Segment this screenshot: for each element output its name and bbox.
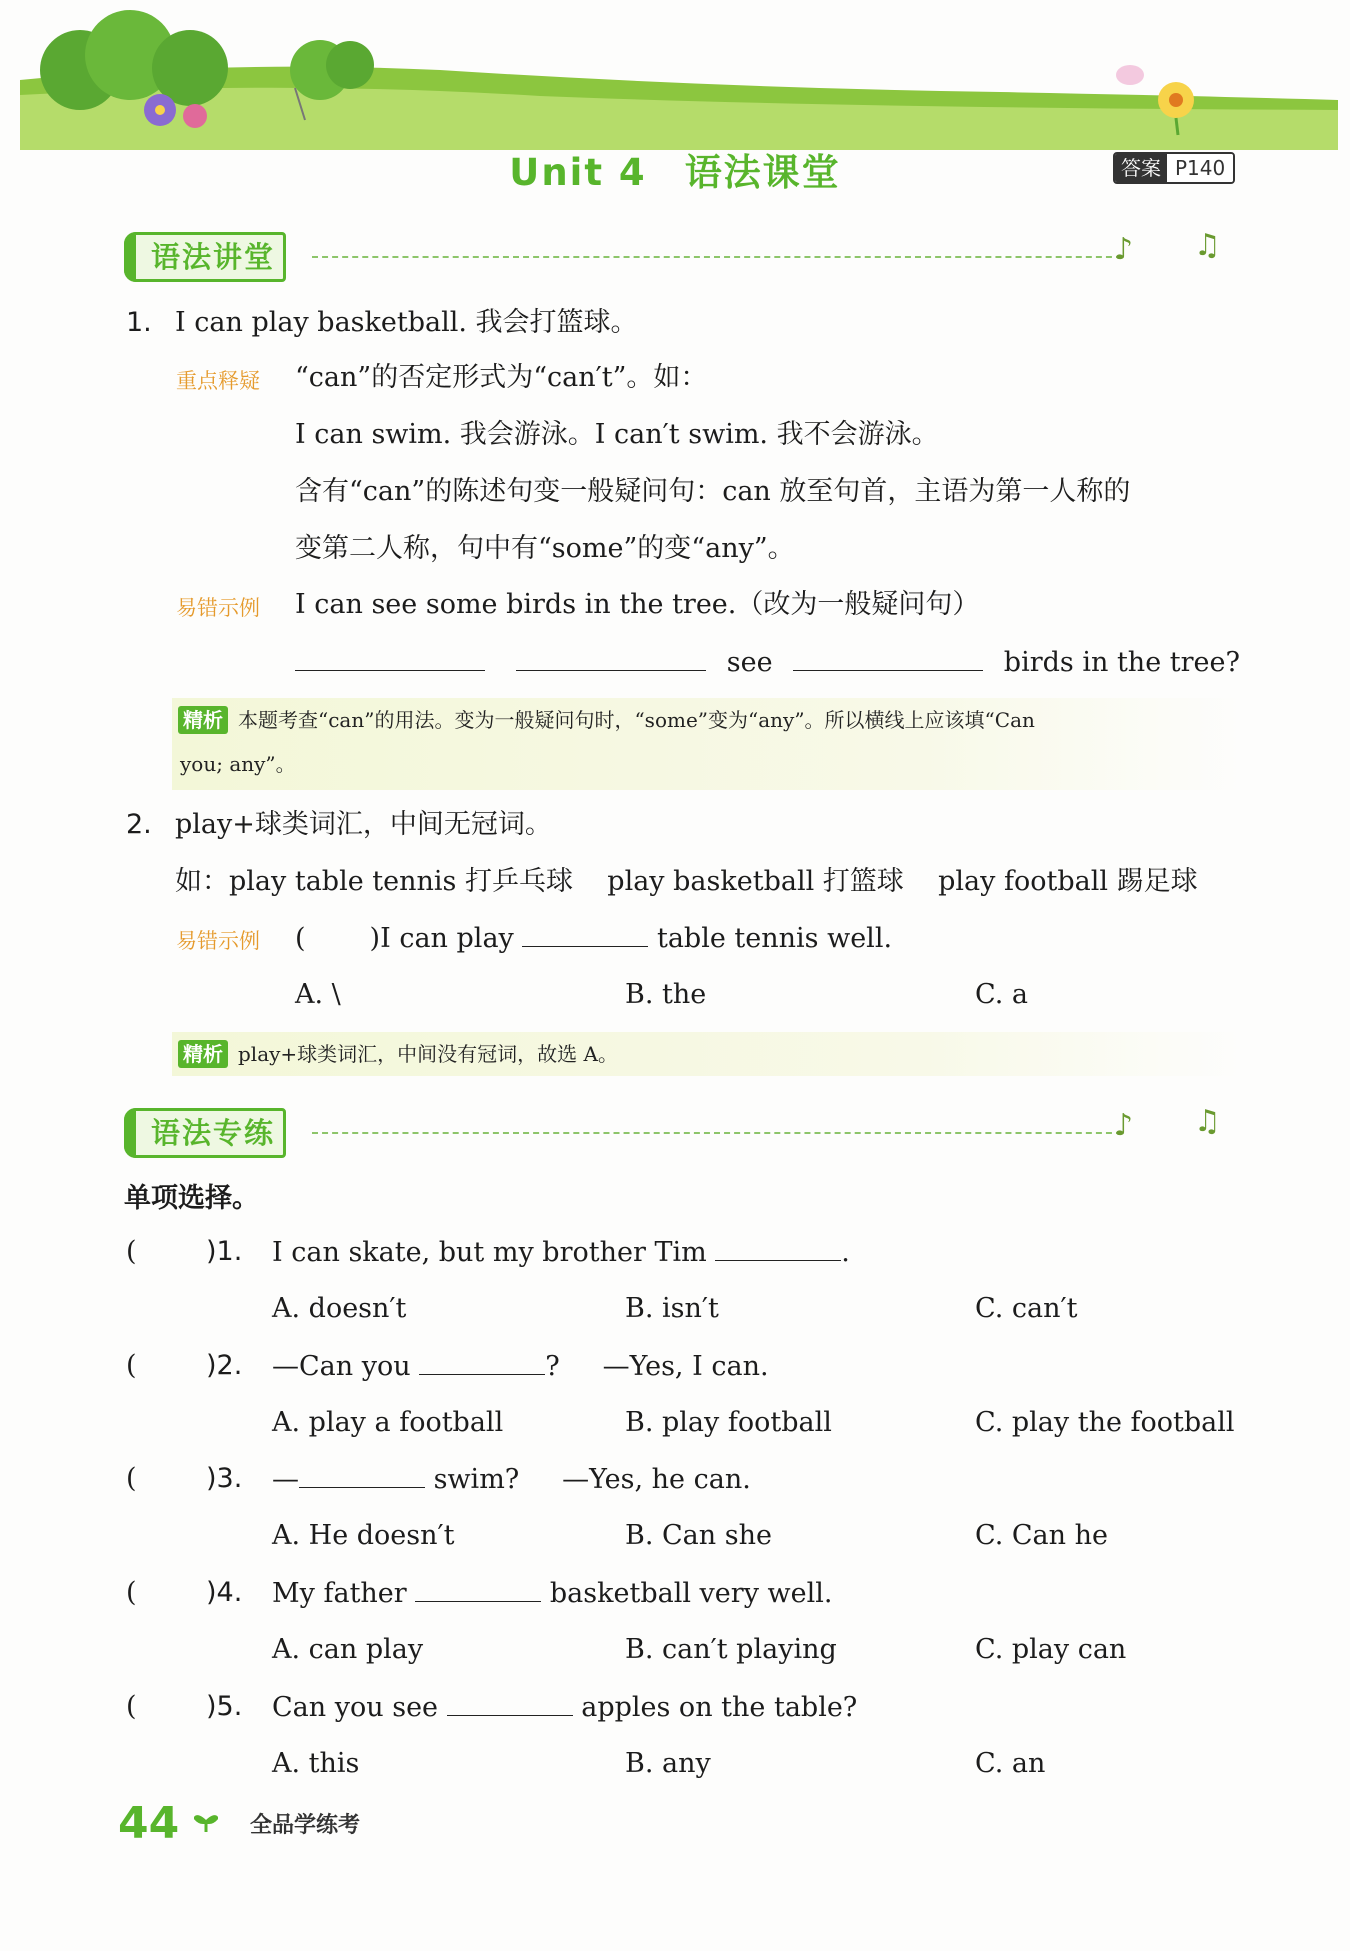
option-c: C. play can [975,1634,1127,1665]
music-notes-icon: ♫ [1194,1104,1221,1139]
error-example-question: I can see some birds in the tree.（改为一般疑问句） [295,589,980,620]
question-number: )2. [206,1350,243,1381]
analysis-label: 精析 [178,706,228,734]
error-example-question: ( )I can play table tennis well. [295,920,892,957]
option-b: B. isn′t [625,1293,719,1324]
option-c: C. can′t [975,1293,1078,1324]
option-a: A. this [272,1748,360,1779]
analysis-text: you; any”。 [180,752,296,776]
answer-paren[interactable]: ( [126,1691,137,1722]
answer-badge [1113,152,1235,184]
section-header-lecture [124,228,1244,284]
answer-blank[interactable] [415,1575,541,1602]
option-b: B. can′t playing [625,1634,837,1665]
section-tab: 语法专练 [124,1108,286,1158]
answer-paren[interactable]: ( [126,1236,137,1267]
option-a: A. \ [295,979,341,1010]
key-point-line: I can swim. 我会游泳。I can′t swim. 我不会游泳。 [295,419,939,450]
question-stem: My father basketball very well. [272,1575,832,1612]
answer-blank[interactable] [793,644,983,671]
analysis-label: 精析 [178,1040,228,1068]
exercise-heading: 单项选择。 [124,1183,259,1214]
answer-paren[interactable]: ( [126,1463,137,1494]
question-number: )1. [206,1236,243,1267]
error-example-label: 易错示例 [176,596,260,620]
option-c: C. Can he [975,1520,1108,1551]
brand-name: 全品学练考 [250,1813,361,1838]
item-sentence: I can play basketball. 我会打篮球。 [175,307,638,338]
error-example-label: 易错示例 [176,929,260,953]
question-stem: — swim? —Yes, he can. [272,1461,751,1498]
analysis-box [172,698,1244,790]
item-number: 1. [126,307,152,338]
section-header-practice [124,1104,1244,1160]
title-text: 语法课堂 [684,151,841,194]
option-b: B. Can she [625,1520,772,1551]
dashed-divider [312,1132,1122,1134]
option-a: A. doesn′t [272,1293,407,1324]
unit-label: Unit 4 [509,151,647,194]
question-stem: —Can you ? —Yes, I can. [272,1348,769,1385]
answer-blank[interactable] [447,1689,573,1716]
question-number: )4. [206,1577,243,1608]
sprout-icon [194,1812,218,1834]
key-point-label: 重点释疑 [176,369,260,393]
answer-blank[interactable] [419,1348,545,1375]
music-notes-icon: ♫ [1194,228,1221,263]
option-b: B. any [625,1748,711,1779]
item-sentence: play+球类词汇，中间无冠词。 [175,809,552,840]
page-number: 44 [118,1798,180,1849]
answer-paren[interactable]: ( [126,1350,137,1381]
option-c: C. a [975,979,1028,1010]
analysis-text: play+球类词汇，中间没有冠词，故选 A。 [238,1042,618,1066]
question-stem: Can you see apples on the table? [272,1689,857,1726]
meadow-banner [20,0,1338,150]
option-a: A. He doesn′t [272,1520,455,1551]
analysis-text: 本题考查“can”的用法。变为一般疑问句时，“some”变为“any”。所以横线上应该填“Can [238,708,1035,732]
option-a: A. can play [272,1634,424,1665]
question-number: )5. [206,1691,243,1722]
music-note-icon: ♪ [1114,1108,1134,1143]
answer-blank[interactable] [522,920,648,947]
option-a: A. play a football [272,1407,504,1438]
option-c: C. play the football [975,1407,1235,1438]
item-examples: 如：play table tennis 打乒乓球 play basketball 打篮球 play football 踢足球 [175,866,1198,897]
option-b: B. the [625,979,707,1010]
question-stem: I can skate, but my brother Tim . [272,1234,850,1271]
answer-blank[interactable] [516,644,706,671]
section-tab: 语法讲堂 [124,232,286,282]
key-point-line: 含有“can”的陈述句变一般疑问句：can 放至句首，主语为第一人称的 [295,476,1131,507]
answer-page: P140 [1167,154,1233,182]
answer-blank[interactable] [299,1461,425,1488]
answer-blank[interactable] [295,644,485,671]
item-number: 2. [126,809,152,840]
music-note-icon: ♪ [1114,232,1134,267]
option-c: C. an [975,1748,1046,1779]
key-point-line: “can”的否定形式为“can′t”。如： [295,362,708,393]
analysis-box [172,1032,1244,1076]
dashed-divider [312,256,1122,258]
answer-label: 答案 [1115,154,1167,182]
answer-blank[interactable] [715,1234,841,1261]
answer-paren[interactable]: ( [126,1577,137,1608]
key-point-line: 变第二人称，句中有“some”的变“any”。 [295,533,795,564]
fill-in-sentence: see birds in the tree? [295,644,1240,681]
question-number: )3. [206,1463,243,1494]
option-b: B. play football [625,1407,832,1438]
